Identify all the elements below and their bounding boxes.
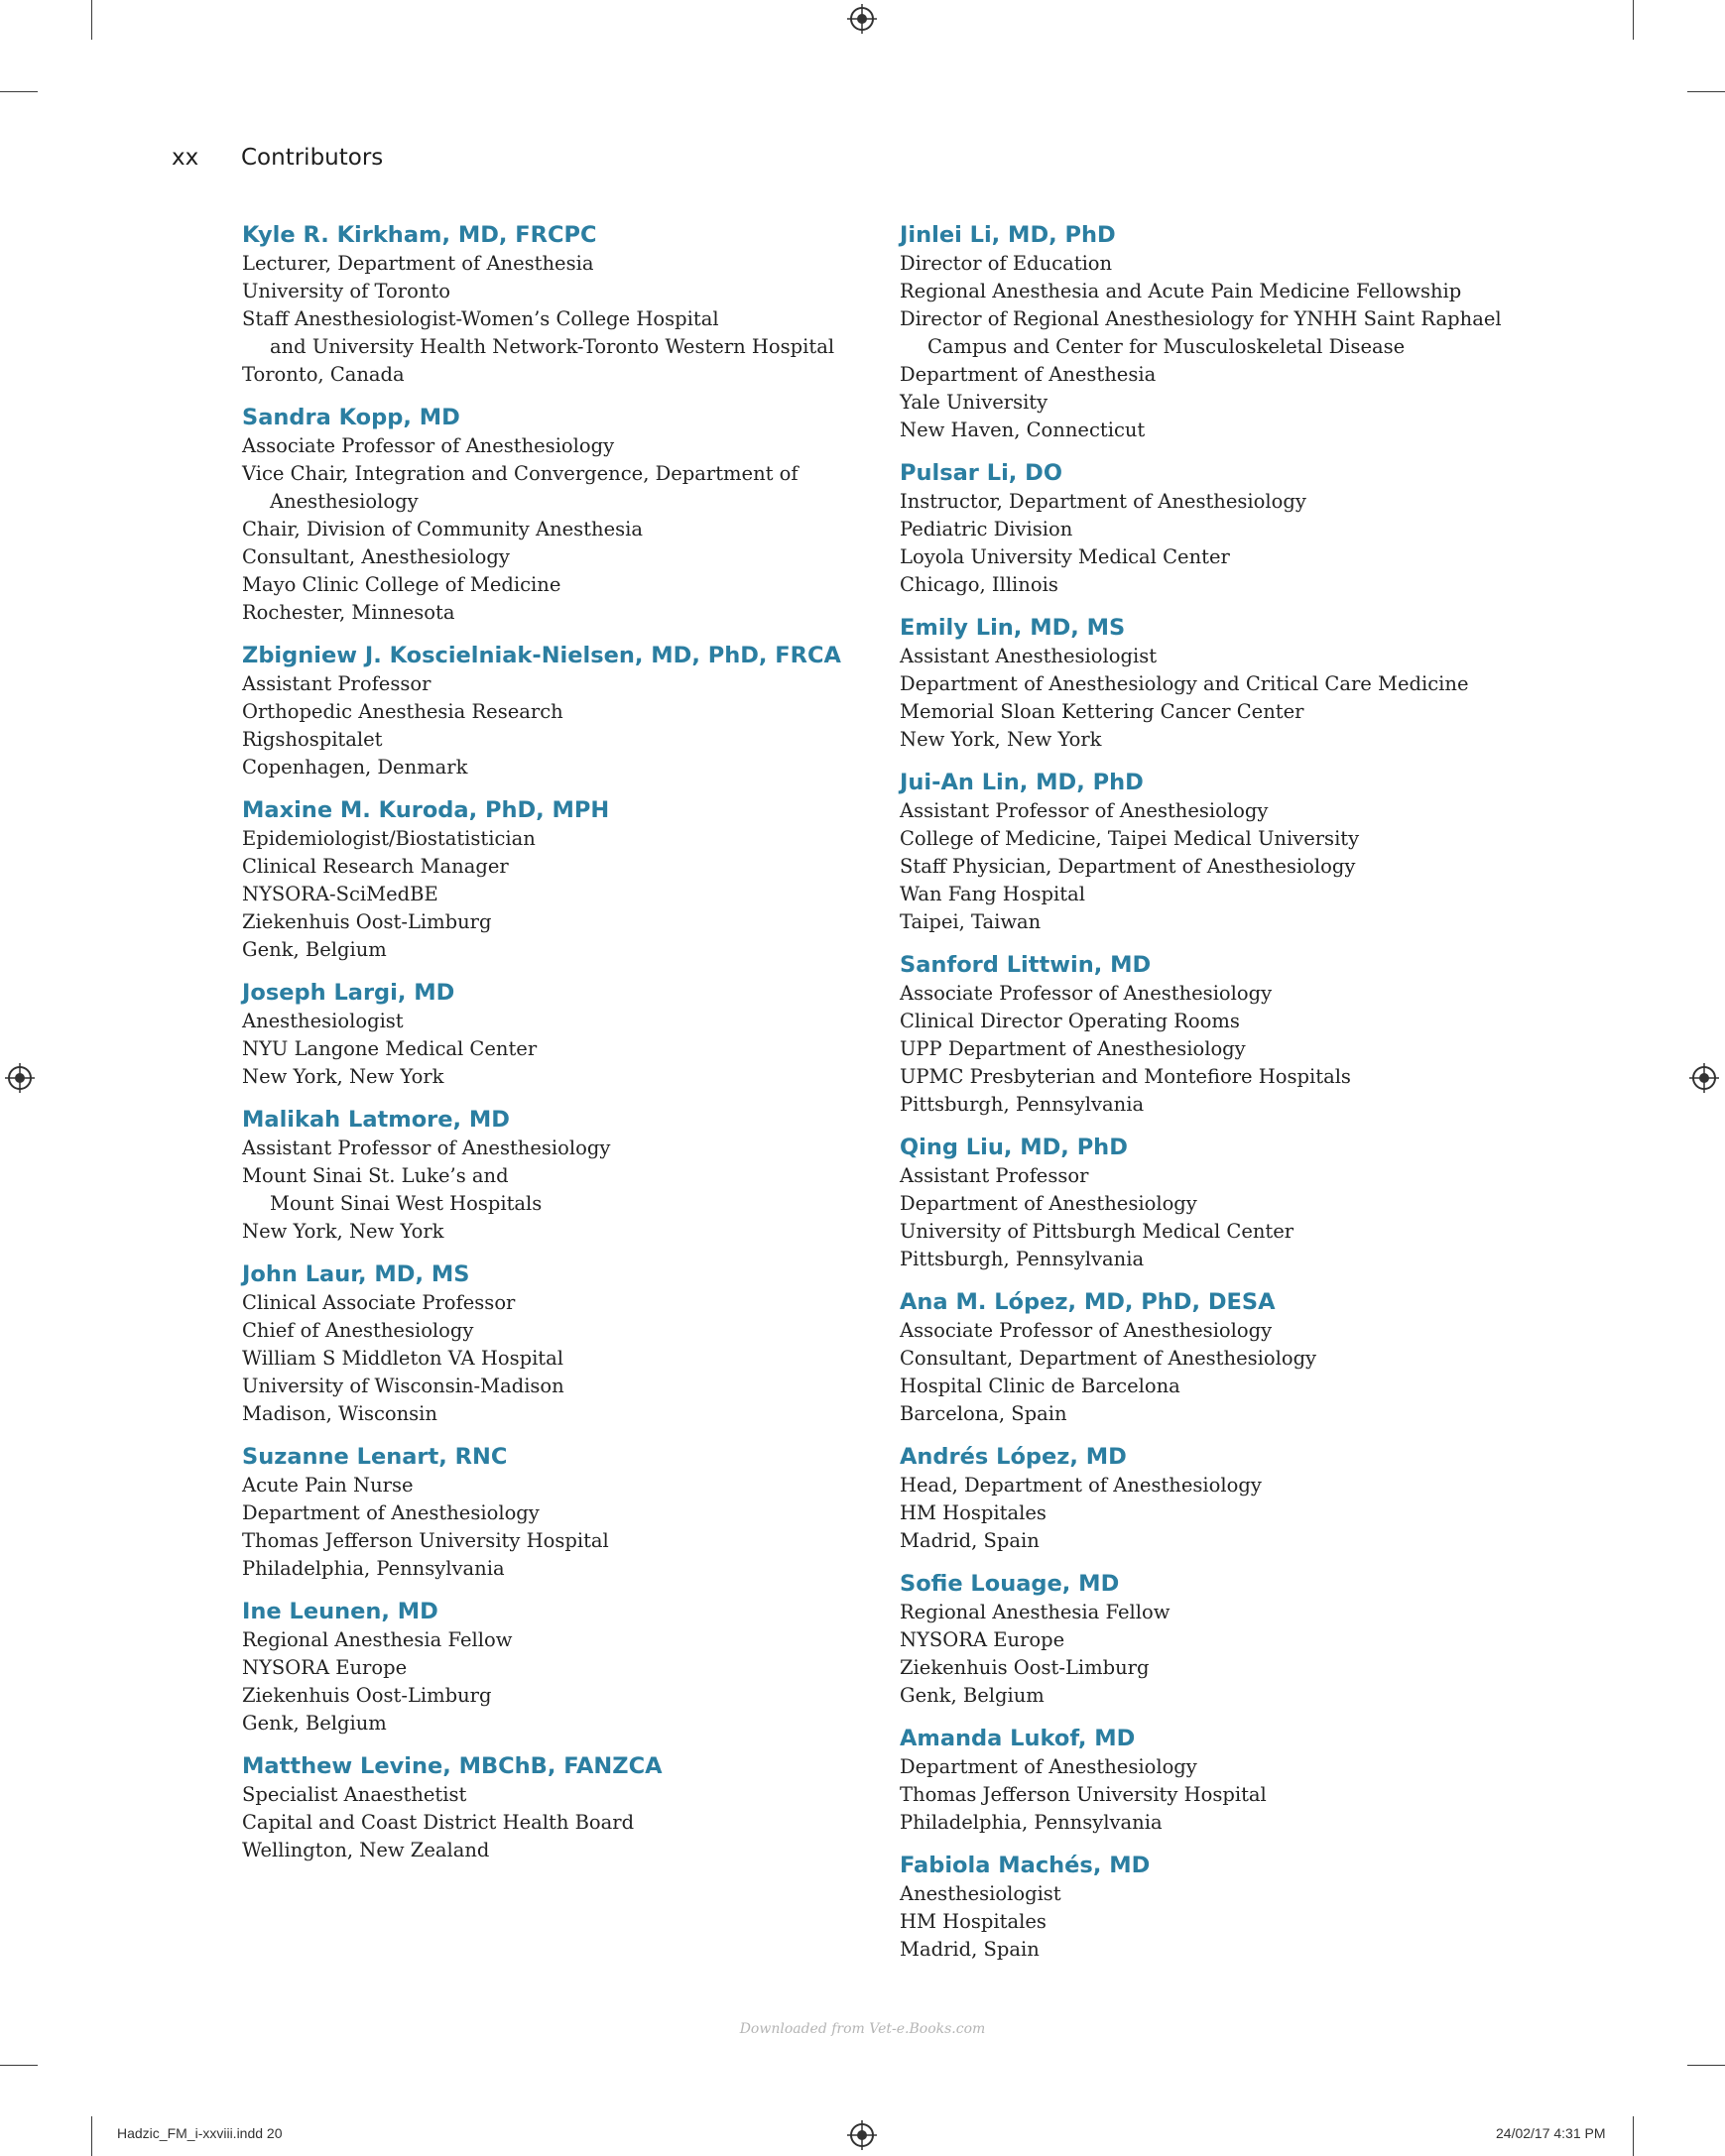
contributor-name: Fabiola Machés, MD [900, 1853, 1151, 1878]
crop-mark [1687, 2065, 1725, 2066]
contributor-entry [242, 1597, 877, 1737]
crop-mark [0, 2065, 38, 2066]
contributor-entry [900, 1287, 1535, 1428]
affiliation-line: Chief of Anesthesiology [242, 1319, 474, 1342]
affiliation-line: Associate Professor of Anesthesiology [242, 434, 615, 457]
footer-file-slug: Hadzic_FM_i-xxviii.indd 20 [117, 2125, 283, 2141]
affiliation-line: Anesthesiologist [900, 1882, 1061, 1905]
contributor-entry [242, 403, 877, 627]
affiliation-line: New York, New York [242, 1220, 444, 1243]
affiliation-line: Orthopedic Anesthesia Research [242, 700, 563, 723]
contributor-name: Sandra Kopp, MD [242, 405, 460, 430]
affiliation-line: Mount Sinai West Hospitals [270, 1192, 543, 1215]
affiliation-line: Clinical Director Operating Rooms [900, 1010, 1240, 1032]
contributor-name: Amanda Lukof, MD [900, 1726, 1136, 1751]
affiliation-line: Capital and Coast District Health Board [242, 1811, 635, 1834]
contributor-entry [900, 458, 1535, 599]
contributor-entry [900, 220, 1535, 444]
contributor-name: Ine Leunen, MD [242, 1599, 438, 1624]
contributor-name: Jinlei Li, MD, PhD [900, 222, 1116, 248]
affiliation-line: Ziekenhuis Oost-Limburg [242, 1684, 492, 1707]
affiliation-line: Director of Education [900, 252, 1113, 275]
affiliation-line: UPP Department of Anesthesiology [900, 1037, 1246, 1060]
contributor-entry [242, 1105, 877, 1246]
affiliation-line: Campus and Center for Musculoskeletal Disease [927, 335, 1406, 358]
affiliation-line: Consultant, Anesthesiology [242, 545, 510, 568]
affiliation-line: Madrid, Spain [900, 1529, 1040, 1552]
affiliation-line: Clinical Research Manager [242, 855, 509, 878]
affiliation-line: Memorial Sloan Kettering Cancer Center [900, 700, 1304, 723]
contributor-entry [242, 1751, 877, 1864]
affiliation-line: Department of Anesthesiology [900, 1192, 1197, 1215]
affiliation-line: University of Pittsburgh Medical Center [900, 1220, 1294, 1243]
contributor-entry [242, 795, 877, 964]
affiliation-line: New Haven, Connecticut [900, 419, 1146, 441]
affiliation-line: Director of Regional Anesthesiology for YNHH Saint Raphael [900, 307, 1502, 330]
contributor-name: John Laur, MD, MS [242, 1261, 470, 1287]
contributor-name: Sofie Louage, MD [900, 1571, 1120, 1597]
affiliation-line: Regional Anesthesia Fellow [242, 1628, 513, 1651]
affiliation-line: and University Health Network-Toronto Western Hospital [270, 335, 835, 358]
affiliation-line: Hospital Clinic de Barcelona [900, 1375, 1180, 1397]
affiliation-line: Thomas Jefferson University Hospital [242, 1529, 609, 1552]
affiliation-line: Pediatric Division [900, 518, 1073, 540]
affiliation-line: NYU Langone Medical Center [242, 1037, 538, 1060]
affiliation-line: Staff Anesthesiologist-Women’s College Hospital [242, 307, 719, 330]
affiliation-line: Yale University [900, 391, 1048, 414]
affiliation-line: Department of Anesthesiology [242, 1501, 540, 1524]
contributors-left-column [242, 220, 877, 1878]
contributor-entry [242, 220, 877, 389]
registration-mark-icon [847, 4, 877, 34]
registration-mark-icon [5, 1063, 35, 1093]
affiliation-line: Genk, Belgium [242, 1712, 387, 1735]
contributor-name: Ana M. López, MD, PhD, DESA [900, 1289, 1276, 1315]
crop-mark [1687, 91, 1725, 92]
contributor-entry [900, 768, 1535, 936]
affiliation-line: Regional Anesthesia and Acute Pain Medicine Fellowship [900, 280, 1462, 302]
affiliation-line: Mount Sinai St. Luke’s and [242, 1164, 509, 1187]
affiliation-line: University of Wisconsin-Madison [242, 1375, 564, 1397]
affiliation-line: Mayo Clinic College of Medicine [242, 573, 561, 596]
affiliation-line: NYSORA Europe [242, 1656, 408, 1679]
contributor-entry [900, 613, 1535, 754]
affiliation-line: Assistant Professor of Anesthesiology [242, 1137, 611, 1159]
affiliation-line: Assistant Professor [242, 672, 431, 695]
affiliation-line: Copenhagen, Denmark [242, 756, 468, 779]
section-title: Contributors [241, 145, 384, 171]
affiliation-line: Lecturer, Department of Anesthesia [242, 252, 594, 275]
contributor-name: Maxine M. Kuroda, PhD, MPH [242, 797, 610, 823]
affiliation-line: Loyola University Medical Center [900, 545, 1230, 568]
affiliation-line: Regional Anesthesia Fellow [900, 1601, 1171, 1623]
affiliation-line: Thomas Jefferson University Hospital [900, 1783, 1267, 1806]
contributor-name: Matthew Levine, MBChB, FANZCA [242, 1753, 663, 1779]
affiliation-line: Wan Fang Hospital [900, 883, 1085, 905]
affiliation-line: Anesthesiology [270, 490, 419, 513]
affiliation-line: Madrid, Spain [900, 1938, 1040, 1961]
affiliation-line: Specialist Anaesthetist [242, 1783, 467, 1806]
affiliation-line: Ziekenhuis Oost-Limburg [242, 910, 492, 933]
affiliation-line: Clinical Associate Professor [242, 1291, 516, 1314]
affiliation-line: Philadelphia, Pennsylvania [900, 1811, 1163, 1834]
contributor-entry [900, 1442, 1535, 1555]
contributor-name: Kyle R. Kirkham, MD, FRCPC [242, 222, 597, 248]
crop-mark [0, 91, 38, 92]
affiliation-line: HM Hospitales [900, 1501, 1047, 1524]
affiliation-line: Barcelona, Spain [900, 1402, 1067, 1425]
crop-mark [91, 0, 92, 40]
affiliation-line: University of Toronto [242, 280, 450, 302]
affiliation-line: Anesthesiologist [242, 1010, 404, 1032]
contributor-entry [900, 950, 1535, 1119]
affiliation-line: HM Hospitales [900, 1910, 1047, 1933]
contributor-name: Emily Lin, MD, MS [900, 615, 1126, 641]
affiliation-line: Staff Physician, Department of Anesthesiology [900, 855, 1356, 878]
contributor-entry [242, 978, 877, 1091]
affiliation-line: Consultant, Department of Anesthesiology [900, 1347, 1317, 1370]
contributor-name: Jui-An Lin, MD, PhD [900, 770, 1144, 795]
crop-mark [1633, 0, 1634, 40]
affiliation-line: Ziekenhuis Oost-Limburg [900, 1656, 1150, 1679]
contributor-entry [242, 641, 877, 781]
affiliation-line: Chair, Division of Community Anesthesia [242, 518, 643, 540]
affiliation-line: NYSORA-SciMedBE [242, 883, 438, 905]
affiliation-line: Madison, Wisconsin [242, 1402, 437, 1425]
contributor-entry [242, 1442, 877, 1583]
affiliation-line: Department of Anesthesiology and Critical Care Medicine [900, 672, 1469, 695]
running-head [172, 145, 383, 171]
affiliation-line: Rochester, Minnesota [242, 601, 455, 624]
affiliation-line: Taipei, Taiwan [900, 910, 1042, 933]
affiliation-line: Assistant Anesthesiologist [900, 645, 1158, 667]
affiliation-line: Instructor, Department of Anesthesiology [900, 490, 1306, 513]
crop-mark [1633, 2116, 1634, 2156]
affiliation-line: UPMC Presbyterian and Montefiore Hospitals [900, 1065, 1351, 1088]
affiliation-line: Toronto, Canada [242, 363, 405, 386]
affiliation-line: Chicago, Illinois [900, 573, 1058, 596]
affiliation-line: New York, New York [900, 728, 1102, 751]
affiliation-line: New York, New York [242, 1065, 444, 1088]
affiliation-line: College of Medicine, Taipei Medical University [900, 827, 1360, 850]
contributor-name: Joseph Largi, MD [242, 980, 455, 1006]
affiliation-line: Associate Professor of Anesthesiology [900, 982, 1273, 1005]
footer-timestamp: 24/02/17 4:31 PM [1496, 2125, 1606, 2141]
affiliation-line: Philadelphia, Pennsylvania [242, 1557, 505, 1580]
contributor-name: Andrés López, MD [900, 1444, 1127, 1470]
affiliation-line: Pittsburgh, Pennsylvania [900, 1093, 1145, 1116]
affiliation-line: Genk, Belgium [242, 938, 387, 961]
contributor-entry [900, 1851, 1535, 1964]
contributor-name: Sanford Littwin, MD [900, 952, 1152, 978]
affiliation-line: Rigshospitalet [242, 728, 383, 751]
affiliation-line: Head, Department of Anesthesiology [900, 1474, 1262, 1497]
affiliation-line: Assistant Professor of Anesthesiology [900, 799, 1269, 822]
affiliation-line: Department of Anesthesiology [900, 1755, 1197, 1778]
affiliation-line: Pittsburgh, Pennsylvania [900, 1248, 1145, 1270]
affiliation-line: Acute Pain Nurse [242, 1474, 414, 1497]
contributor-entry [900, 1724, 1535, 1837]
affiliation-line: Assistant Professor [900, 1164, 1089, 1187]
affiliation-line: Vice Chair, Integration and Convergence, Department of [242, 462, 799, 485]
contributor-name: Suzanne Lenart, RNC [242, 1444, 508, 1470]
page-number: xx [172, 145, 199, 171]
affiliation-line: NYSORA Europe [900, 1628, 1065, 1651]
contributor-name: Zbigniew J. Koscielniak-Nielsen, MD, PhD, FRCA [242, 643, 841, 668]
affiliation-line: William S Middleton VA Hospital [242, 1347, 564, 1370]
contributor-name: Qing Liu, MD, PhD [900, 1135, 1128, 1160]
affiliation-line: Wellington, New Zealand [242, 1839, 490, 1861]
contributor-name: Pulsar Li, DO [900, 460, 1062, 486]
affiliation-line: Associate Professor of Anesthesiology [900, 1319, 1273, 1342]
contributor-name: Malikah Latmore, MD [242, 1107, 510, 1133]
contributor-entry [900, 1569, 1535, 1710]
registration-mark-icon [847, 2120, 877, 2150]
crop-mark [91, 2116, 92, 2156]
affiliation-line: Epidemiologist/Biostatistician [242, 827, 536, 850]
contributor-entry [900, 1133, 1535, 1273]
registration-mark-icon [1689, 1063, 1719, 1093]
affiliation-line: Genk, Belgium [900, 1684, 1045, 1707]
watermark: Downloaded from Vet-e.Books.com [739, 2021, 986, 2037]
affiliation-line: Department of Anesthesia [900, 363, 1157, 386]
contributors-right-column [900, 220, 1535, 1977]
contributor-entry [242, 1259, 877, 1428]
